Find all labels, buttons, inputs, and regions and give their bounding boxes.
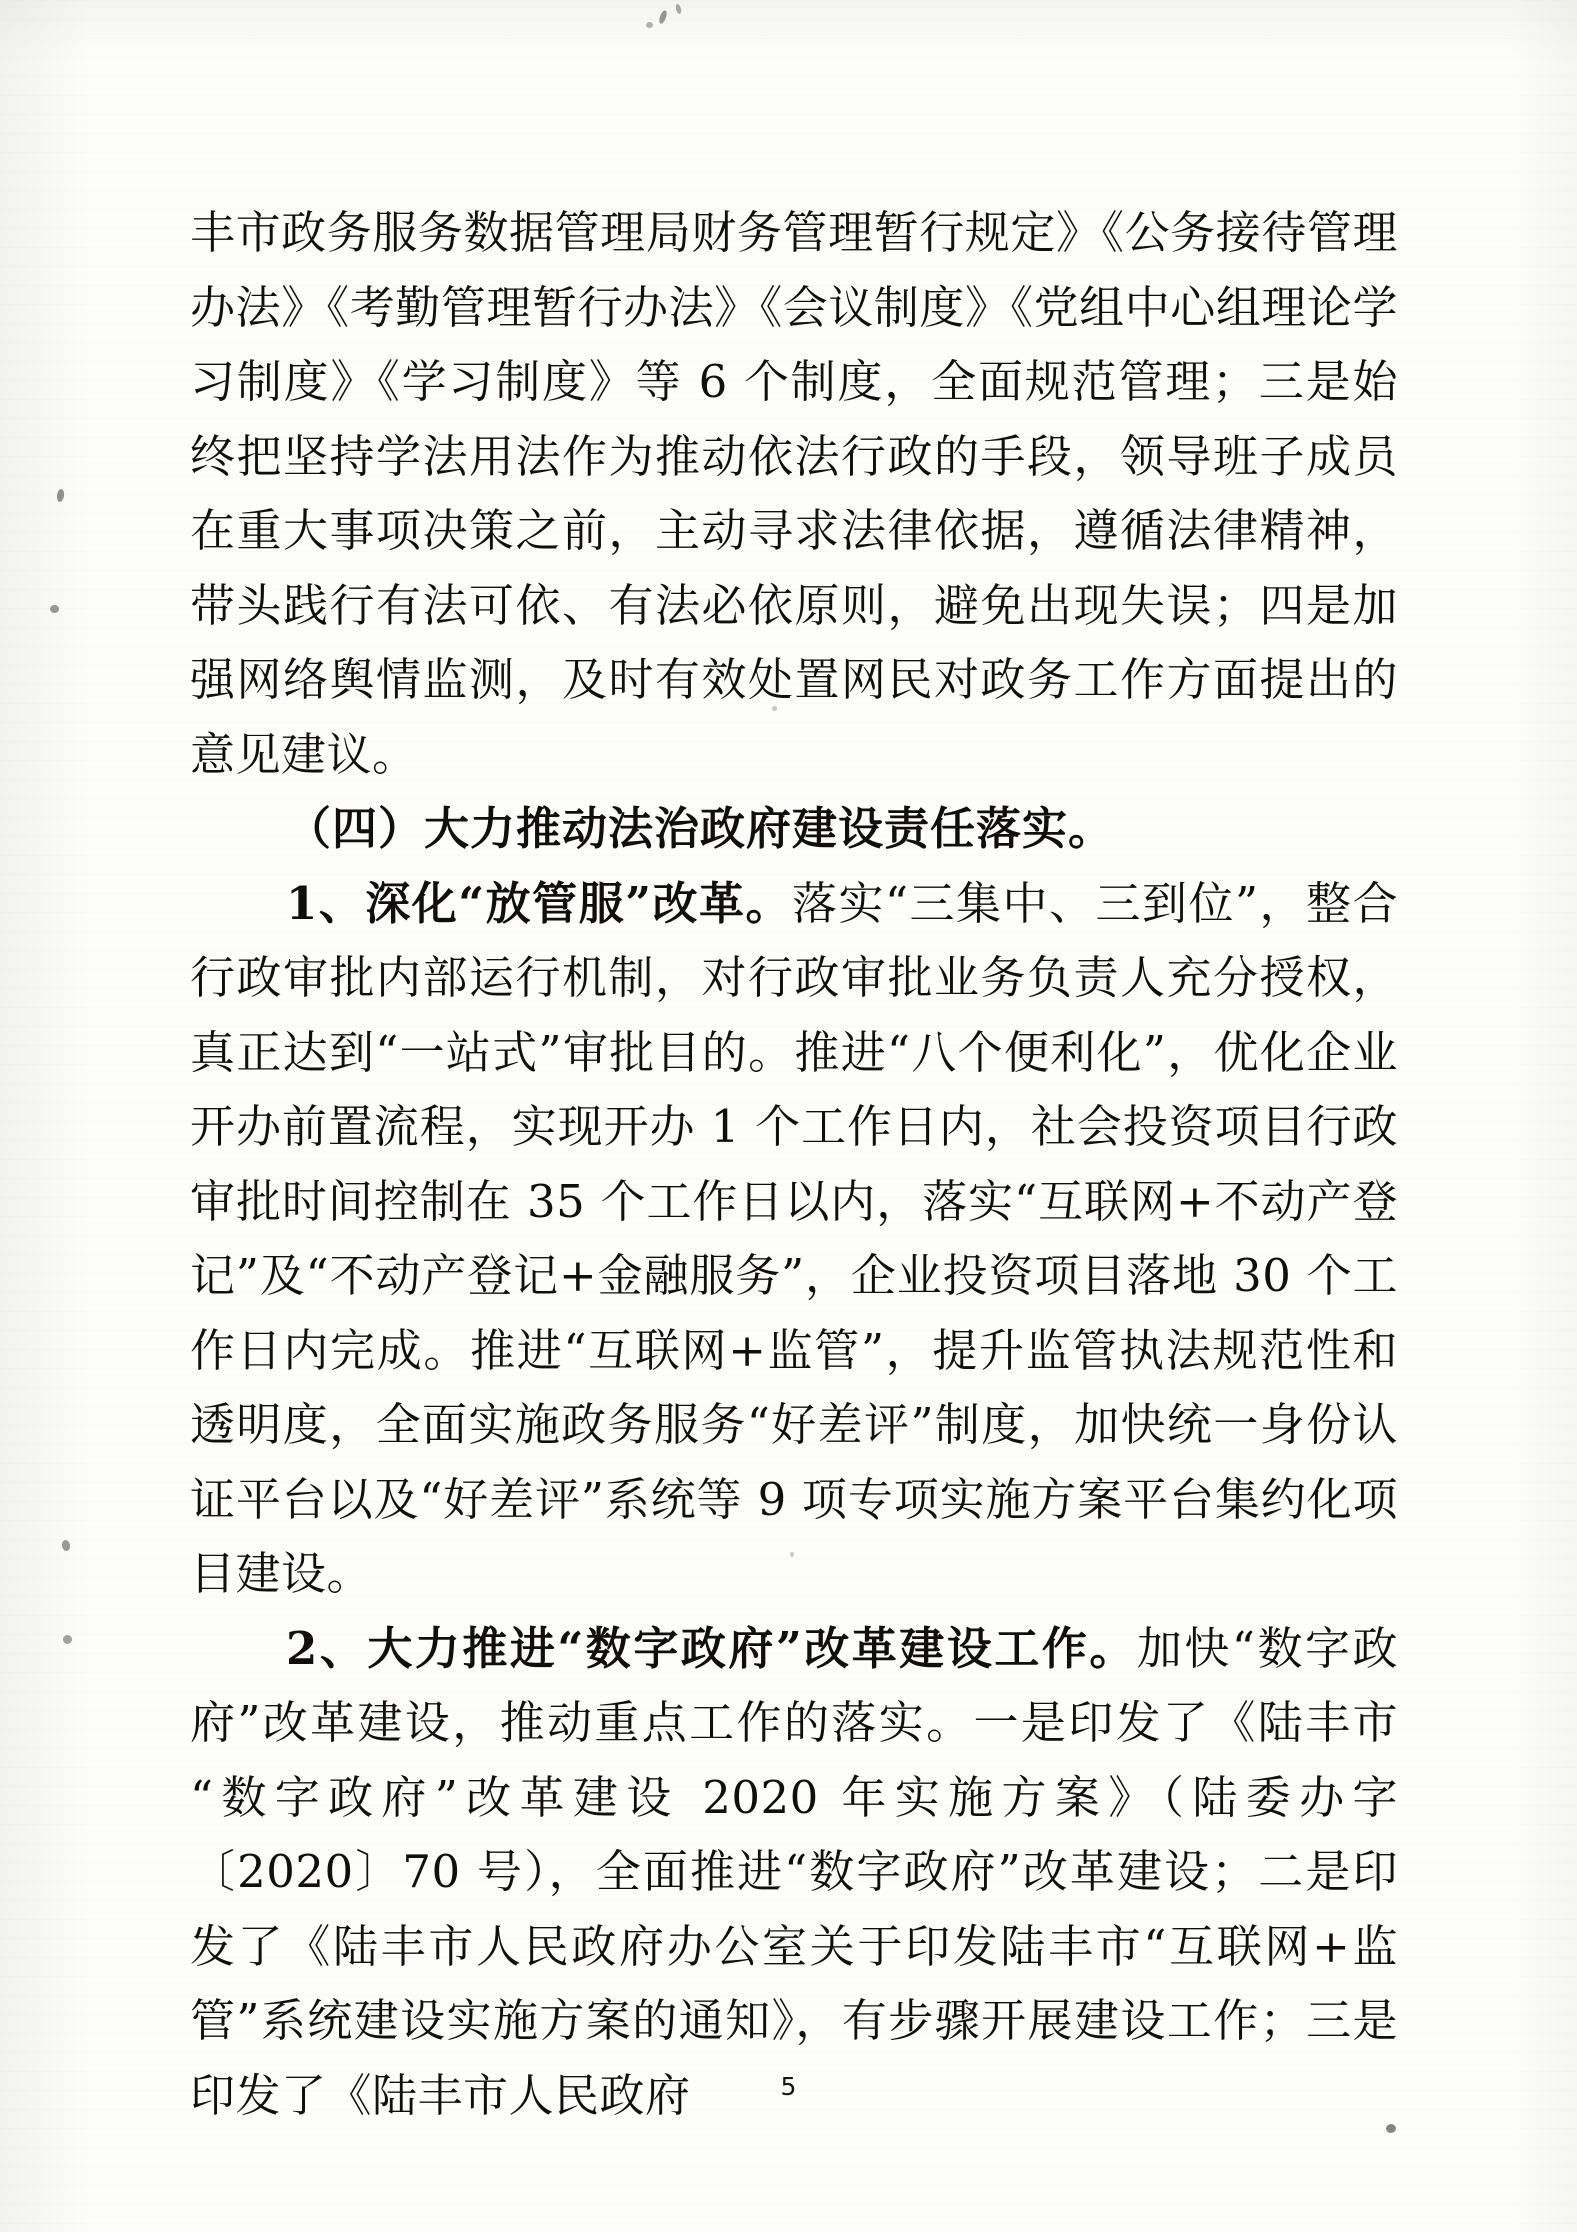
scan-artifact-speck — [61, 1539, 71, 1551]
numbered-item-2 — [190, 1612, 1398, 2134]
document-body — [190, 196, 1398, 2133]
scan-artifact-speck — [646, 22, 653, 28]
scan-shadow-top — [0, 0, 1577, 60]
scan-artifact-speck — [56, 489, 65, 503]
numbered-item-2-text: 加快“数字政府”改革建设，推动重点工作的落实。一是印发了《陆丰市“数字政府”改革建设 2020 年实施方案》（陆委办字〔2020〕70 号），全面推进“数字政府”改革建设；二是印发了《陆丰市人民政府办公室关于印发陆丰市“互联网+监管”系统建设实施方案的通知》，有步骤开展建设工作；三是印发了《陆丰市人民政府 — [190, 1621, 1398, 2122]
section-heading-four: （四）大力推动法治政府建设责任落实。 — [286, 802, 1115, 855]
numbered-item-1-text: 落实“三集中、三到位”，整合行政审批内部运行机制，对行政审批业务负责人充分授权，真正达到“一站式”审批目的。推进“八个便利化”，优化企业开办前置流程，实现开办 1 个工作日内，社会投资项目行政审批时间控制在 35 个工作日以内，落实“互联网+不动产登记”及“不动产登记+金融服务”，企业投资项目落地 30 个工作日内完成。推进“互联网+监管”，提升监管执法规范性和透明度，全面实施政务服务“好差评”制度，加快统一身份认证平台以及“好差评”系统等 9 项专项实施方案平台集约化项目建设。 — [190, 876, 1398, 1600]
scan-artifact-speck — [63, 1635, 72, 1644]
scan-artifact-speck — [675, 4, 682, 15]
scan-shadow-left — [0, 0, 90, 2232]
scan-artifact-speck — [50, 605, 59, 613]
numbered-item-2-heading: 2、大力推进“数字政府”改革建设工作。 — [286, 1621, 1137, 1675]
paragraph-continued: 丰市政务服务数据管理局财务管理暂行规定》《公务接待管理办法》《考勤管理暂行办法》《会议制度》《党组中心组理论学习制度》《学习制度》等 6 个制度，全面规范管理；三是始终把坚持学法用法作为推动依法行政的手段，领导班子成员在重大事项决策之前，主动寻求法律依据，遵循法律精神，带头践行有法可依、有法必依原则，避免出现失误；四是加强网络舆情监测，及时有效处置网民对政务工作方面提出的意见建议。 — [190, 206, 1398, 781]
numbered-item-1-heading: 1、深化“放管服”改革。 — [286, 876, 793, 930]
page-number: 5 — [780, 2072, 797, 2101]
numbered-item-1 — [190, 867, 1398, 1612]
scan-shadow-right — [1507, 0, 1577, 2232]
scan-artifact-speck — [658, 9, 668, 24]
